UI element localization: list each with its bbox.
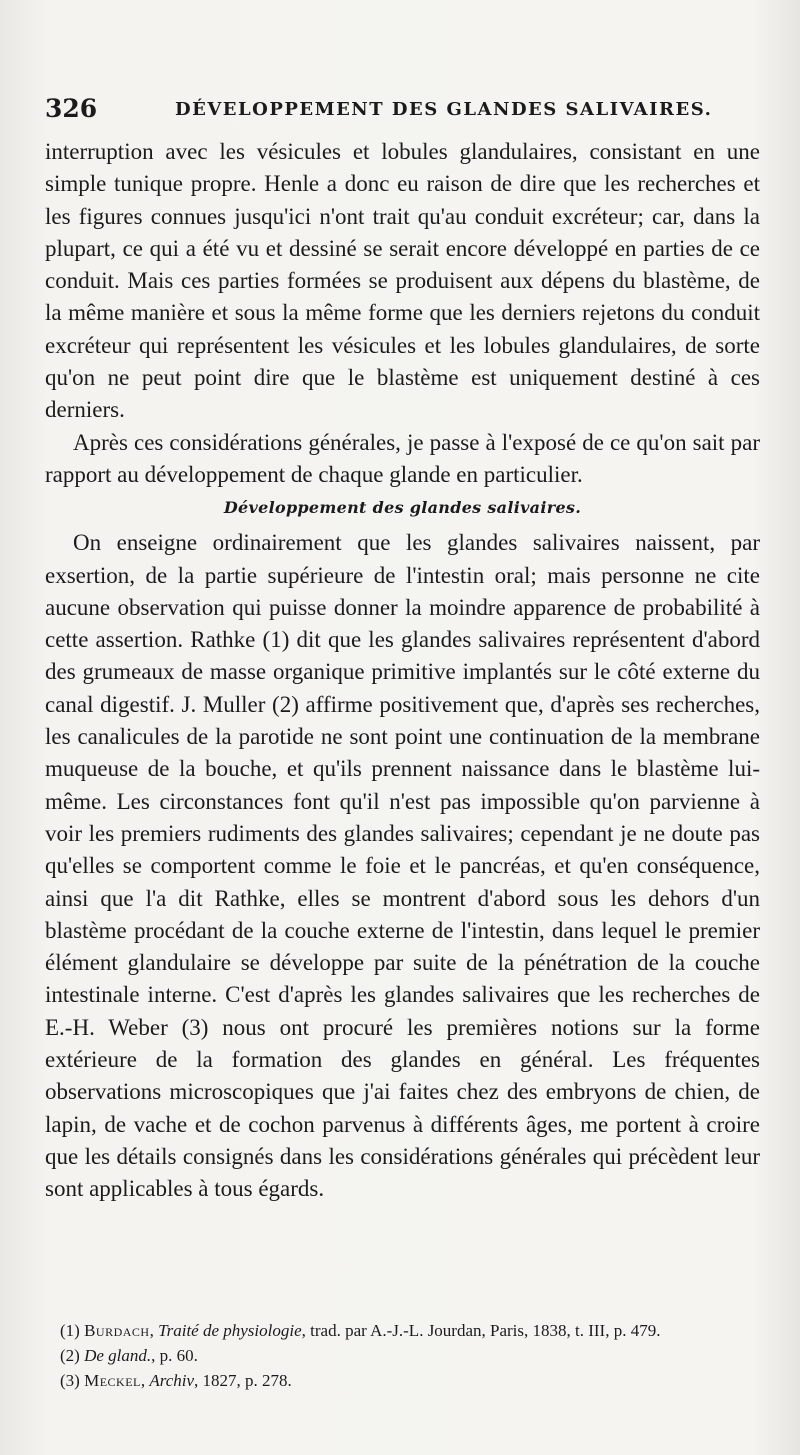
footnote-title: Traité de physiologie bbox=[158, 1321, 302, 1340]
footnote: (3) Meckel, Archiv, 1827, p. 278. bbox=[60, 1371, 292, 1390]
footnote-title: De gland. bbox=[84, 1346, 152, 1365]
footnote-mark: (2) bbox=[60, 1346, 80, 1365]
footnote bbox=[60, 1343, 760, 1368]
footnote-rest: , 1827, p. 278. bbox=[194, 1371, 292, 1390]
paragraph: Après ces considérations générales, je passe à l'exposé de ce qu'on sait par rapport au développement de chaque glande en particulier. bbox=[45, 429, 760, 487]
footnote: (1) Burdach, Traité de physiologie, trad. par A.-J.-L. Jourdan, Paris, 1838, t. III, p. 479. bbox=[60, 1321, 661, 1340]
footnote-author: Burdach bbox=[84, 1321, 150, 1340]
page-number: 326 bbox=[45, 94, 98, 123]
footnote-mark: (3) bbox=[60, 1371, 80, 1390]
page-header bbox=[45, 94, 760, 130]
footnote-rest: , p. 60. bbox=[151, 1346, 198, 1365]
paragraph: interruption avec les vésicules et lobules glandulaires, consistant en une simple tunique propre. Henle a donc eu raison de dire que les recherches et les figures connues jusqu'ici n'ont trait qu'au conduit excréteur; car, dans la plupart, ce qui a été vu et dessiné se serait encore développé en parties de ce conduit. Mais ces parties formées se produisent aux dépens du blastème, de la même manière et sous la même forme que les derniers rejetons du conduit excréteur qui représentent les vésicules et les lobules glandulaires, de sorte qu'on ne peut point dire que le blastème est uniquement destiné à ces derniers. bbox=[45, 139, 760, 423]
body-text bbox=[45, 136, 760, 1206]
footnotes bbox=[60, 1318, 760, 1393]
footnote-author: Meckel bbox=[84, 1371, 141, 1390]
paragraph: On enseigne ordinairement que les glandes salivaires naissent, par exsertion, de la partie supérieure de l'intestin oral; mais personne ne cite aucune observation qui puisse donner la moindre apparence de probabilité à cette assertion. Rathke (1) dit que les glandes salivaires représentent d'abord des grumeaux de masse organique primitive implantés sur le côté externe du canal digestif. J. Muller (2) affirme positivement que, d'après ses recherches, les canalicules de la parotide ne sont point une continuation de la membrane muqueuse de la bouche, et qu'ils prennent naissance dans le blastème lui-même. Les circonstances font qu'il n'est pas impossible qu'on parvienne à voir les premiers rudiments des glandes salivaires; cependant je ne doute pas qu'elles se comportent comme le foie et le pancréas, et qu'en conséquence, ainsi que l'a dit Rathke, elles se montrent d'abord sous les dehors d'un blastème procédant de la couche externe de l'intestin, dans lequel le premier élément glandulaire se développe par suite de la pénétration de la couche intestinale interne. C'est d'après les glandes salivaires que les recherches de E.-H. Weber (3) nous ont procuré les premières notions sur la forme extérieure de la formation des glandes en général. Les fréquentes observations microscopiques que j'ai faites chez des embryons de chien, de lapin, de vache et de cochon parvenus à différents âges, me portent à croire que les détails consignés dans les considérations générales qui précèdent leur sont applicables à tous égards. bbox=[45, 530, 760, 1202]
section-heading: Développement des glandes salivaires. bbox=[223, 498, 582, 518]
footnote-mark: (1) bbox=[60, 1321, 80, 1340]
footnote-rest: , trad. par A.-J.-L. Jourdan, Paris, 1838, t. III, p. 479. bbox=[301, 1321, 661, 1340]
running-head: DÉVELOPPEMENT DES GLANDES SALIVAIRES. bbox=[175, 99, 713, 120]
footnote-title: Archiv bbox=[149, 1371, 195, 1390]
